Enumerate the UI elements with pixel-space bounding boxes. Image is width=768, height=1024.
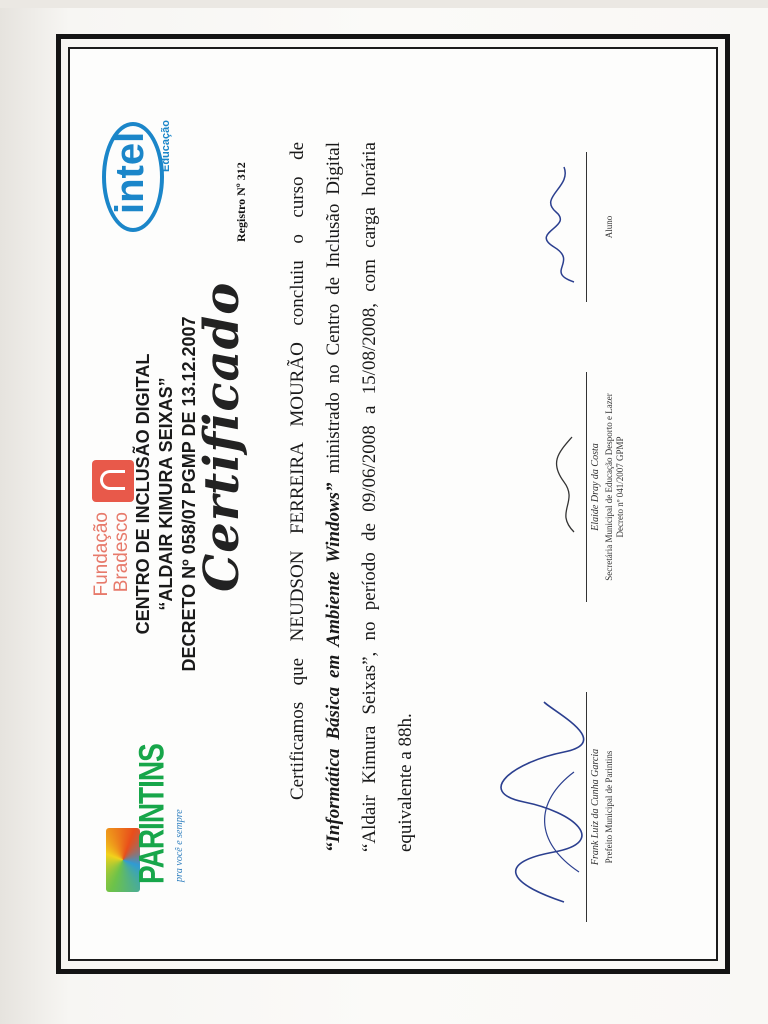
header-line-3: DECRETO Nº 058/07 PGMP DE 13.12.2007 xyxy=(179,316,199,672)
signatory-role: Secretária Municipal de Educação Desporto e Lazer Decreto nº 041/2007 GPMP xyxy=(604,393,625,581)
signatory-name: Frank Luiz da Cunha Garcia xyxy=(590,748,601,866)
signatory-name: Elaide Dray da Costa xyxy=(590,443,601,531)
parintins-logo xyxy=(106,742,185,892)
signature-secretary xyxy=(494,372,625,602)
certificate-content xyxy=(84,82,708,962)
header-line-2: “ALDAIR KIMURA SEIXAS” xyxy=(156,377,176,611)
handwritten-signature-mayor xyxy=(494,692,586,922)
fundacao-bradesco-icon xyxy=(92,460,134,502)
registration-number: Registro Nº 312 xyxy=(234,162,248,242)
certificate-title: Certificado xyxy=(194,281,250,592)
signature-student xyxy=(494,152,614,302)
body-details: ministrado no Centro de Inclusão Digital “Aldair Kimura Seixas”, no período de 09/06/2008 a 15/08/2008, com carga horária equivalente a 88h. xyxy=(323,142,416,852)
body-intro: Certificamos que NEUDSON FERREIRA MOURÃO concluiu o curso de xyxy=(287,142,308,800)
certificate-header xyxy=(132,264,201,724)
signatory-role: Aluno xyxy=(604,215,614,239)
parintins-wordmark: PARINTINS xyxy=(132,744,171,884)
course-name: “Informática Básica em Ambiente Windows” xyxy=(323,482,344,852)
fundacao-bradesco-name: Fundação Bradesco xyxy=(91,512,132,597)
handwritten-signature-student xyxy=(494,152,586,302)
parintins-tagline: pra você e sempre xyxy=(174,809,185,882)
certificate-body xyxy=(280,142,424,852)
signatory-role: Prefeito Municipal de Parintins xyxy=(604,750,614,864)
handwritten-signature-secretary xyxy=(494,372,586,602)
intel-wordmark: intel xyxy=(108,131,152,214)
header-line-1: CENTRO DE INCLUSÃO DIGITAL xyxy=(133,353,153,635)
signature-mayor xyxy=(494,692,614,922)
intel-subtitle: Educação xyxy=(160,120,172,172)
